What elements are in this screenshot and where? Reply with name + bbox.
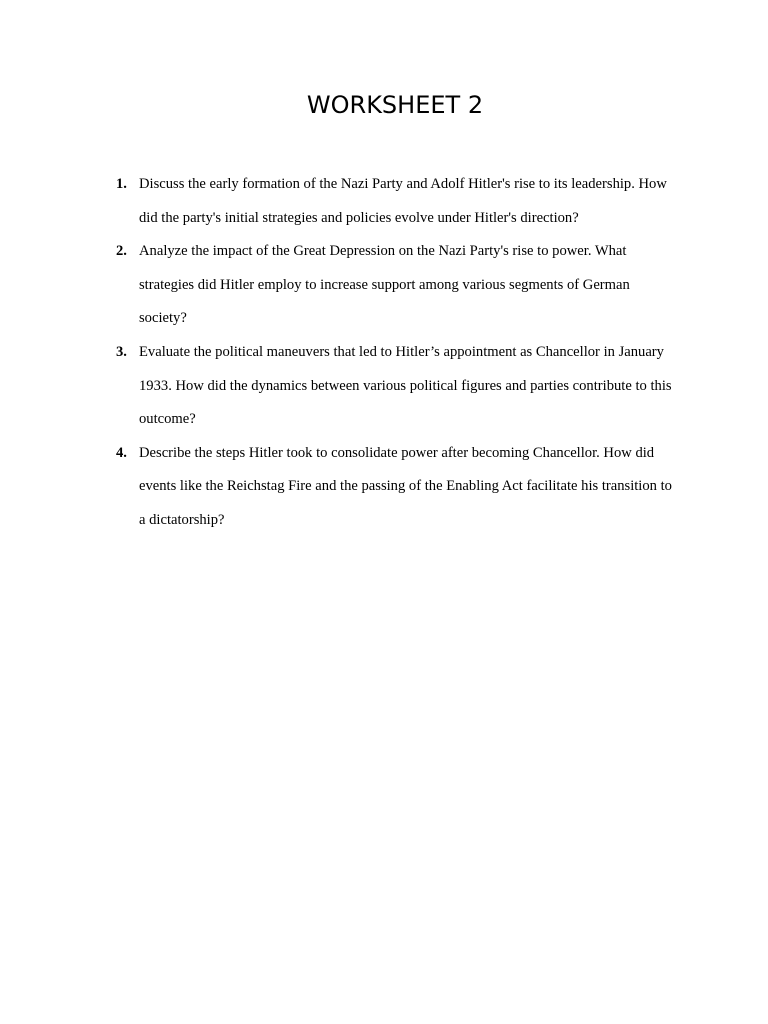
question-number: 4. xyxy=(116,444,127,461)
question-item-4 xyxy=(116,437,676,538)
question-number: 3. xyxy=(116,343,127,360)
question-text: Evaluate the political maneuvers that led to Hitler’s appointment as Chancellor in January 1933. How did the dynamics between various political figures and parties contribute to this outcome? xyxy=(139,343,672,428)
question-text: Analyze the impact of the Great Depression on the Nazi Party's rise to power. What strategies did Hitler employ to increase support among various segments of German society? xyxy=(139,243,630,327)
question-item-1 xyxy=(116,168,676,235)
page-title: WORKSHEET 2 xyxy=(306,91,484,119)
question-text: Discuss the early formation of the Nazi Party and Adolf Hitler's rise to its leadership. How did the party's initial strategies and policies evolve under Hitler's direction? xyxy=(139,176,667,226)
question-text: Describe the steps Hitler took to consolidate power after becoming Chancellor. How did events like the Reichstag Fire and the passing of the Enabling Act facilitate his transition to a dictatorship? xyxy=(139,444,672,528)
question-item-3 xyxy=(116,336,676,437)
question-number: 1. xyxy=(116,176,127,192)
question-item-2 xyxy=(116,235,676,336)
question-number: 2. xyxy=(116,243,127,260)
question-list xyxy=(116,168,676,538)
